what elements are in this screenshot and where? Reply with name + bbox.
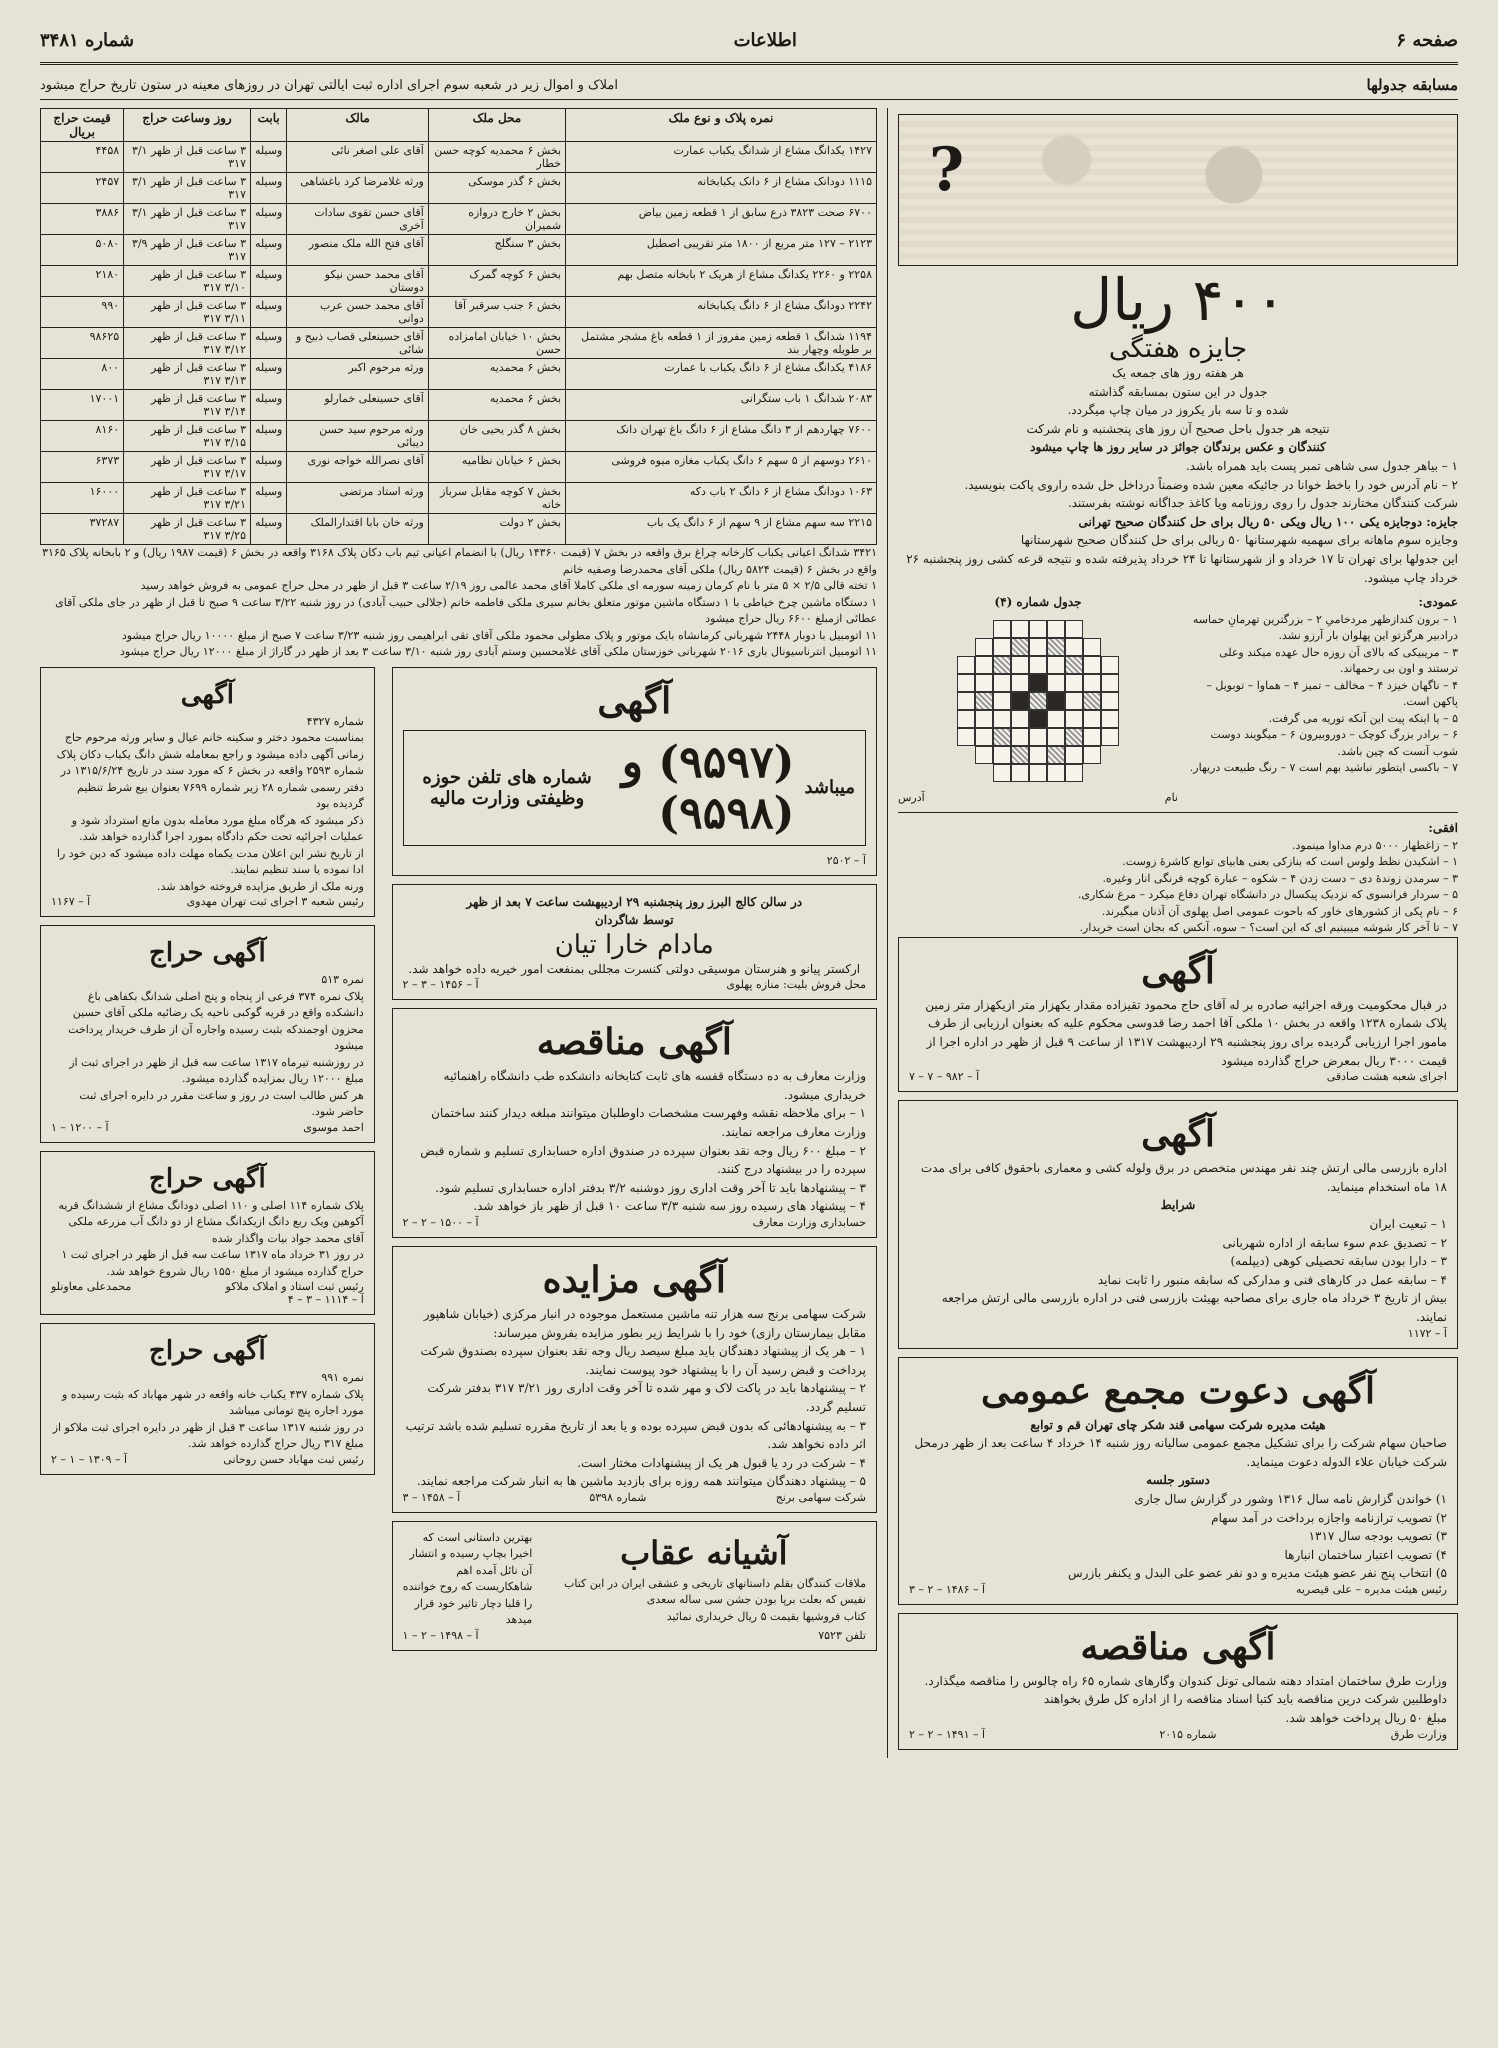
table-cell: ورثه مرحوم اکبر: [287, 359, 428, 390]
meeting-agenda-item: ۴) تصویب اعتبار ساختمان انبارها: [1284, 1547, 1447, 1562]
table-cell: ۷۶۰۰ چهاردهم از ۳ دانگ مشاع از ۶ دانگ باغ تهران دانک: [566, 421, 877, 452]
auction-note: ۳۴۲۱ شدانگ اعیانی یکباب کارخانه چراغ برق واقعه در بخش ۷ (قیمت ۱۴۳۶۰ ریال) با انضمام اعیانی تیم باب دکان پلاک ۳۱۶۸ واقعه در بخش ۶ (قیمت ۱۹۸۷ ریال) و ۲ بابخانه پلاک ۳۱۶۵ واقع در بخش ۶ (قیمت ۵۸۲۴ ریال) ملکی آقای محمدرضا وصفیه خانم: [42, 546, 877, 576]
tender1-title: آگهی مناقصه: [536, 1021, 732, 1064]
puzzle-section-title: مسابقه جدولها: [1366, 76, 1458, 94]
table-cell: ۳ ساعت قبل از ظهر ۳/۲۵ ۳۱۷: [124, 514, 251, 545]
table-row: [41, 483, 877, 514]
table-cell: ۸۱۶۰: [41, 421, 124, 452]
auction-mid-line: پلاک نمره ۳۷۴ فرعی از پنجاه و پنج اصلی شدانگ بکفاهی باغ دانشکده واقع در قریه گوکبی ناحیه یک رضائیه ملکی آقای حسین محزون اوجمندکه بثبت رسیده واجاره آن از طرف خریدار پرداخت میشود: [68, 989, 364, 1052]
notice-mid-title: آگهی: [180, 679, 235, 710]
table-cell: بخش ۶ کوچه گمرک: [428, 266, 565, 297]
table-cell: بخش ۶ خیابان نظامیه: [428, 452, 565, 483]
auction-note: ۱۱ اتومبیل انترناسیونال باری ۲۰۱۶ شهربانی خوزستان ملکی آقای غلامحسین وستم آبادی روز شنبه ۳/۱۰ ساعت ۳ بعد از ظهر در گاراژ از مبلغ ۱۲۰۰۰ ریال حراج میشود: [119, 645, 877, 658]
auction-mid-line: در روزشنبه تیرماه ۱۳۱۷ ساعت سه قبل از ظهر در اجرای ثبت از مبلغ ۱۲۰۰۰ ریال بمزایده گذارده میشود.: [69, 1055, 364, 1085]
table-cell: ۳ ساعت قبل از ظهر ۳/۲۱ ۳۱۷: [124, 483, 251, 514]
notice-right: [898, 937, 1458, 1092]
contest-line3: شده و تا سه بار یکروز در میان چاپ میگردد.: [1067, 403, 1289, 418]
table-header: روز وساعت حراج: [124, 109, 251, 142]
auction-mid2-signature: رئیس ثبت استاد و املاک ملاکو: [225, 1280, 364, 1293]
notice-mid-line: از تاریخ نشر این اعلان مدت یکماه مهلت داده میشود که دین خود را ادا نموده یا سند تنظیم نمایند.: [56, 846, 364, 876]
table-cell: ۲۱۸۰: [41, 266, 124, 297]
contest-line4: نتیجه هر جدول باحل صحیح آن روز های پنجشنبه و نام شرکت: [1026, 421, 1330, 436]
table-cell: ۳۸۸۶: [41, 204, 124, 235]
table-cell: ۱۶۰۰۰: [41, 483, 124, 514]
auction-heading: املاک و اموال زیر در شعبه سوم اجرای اداره ثبت ایالتی تهران در روزهای معینه در ستون تاریخ حراج میشود: [40, 77, 618, 93]
table-cell: وسیله: [250, 204, 286, 235]
auction-mid2-title: آگهی حراج: [149, 1163, 266, 1194]
table-cell: ۲۰۸۳ شدانگ ۱ باب ستگرانی: [566, 390, 877, 421]
table-cell: ۹۹۰: [41, 297, 124, 328]
table-header: قیمت حراج بریال: [41, 109, 124, 142]
telephone-code: آ – ۲۵۰۲: [826, 853, 866, 867]
concert-name: مادام خارا تیان: [554, 929, 714, 960]
table-row: [41, 514, 877, 545]
table-cell: وسیله: [250, 421, 286, 452]
table-cell: آقای حسینعلی خمارلو: [287, 390, 428, 421]
auction-line: ۴ – شرکت در رد یا قبول هر یک از پیشنهادات مختار است.: [577, 1455, 866, 1470]
table-cell: بخش ۶ گذر موسکی: [428, 173, 565, 204]
meeting-signature: رئیس هیئت مدیره – علی قیصریه: [1295, 1582, 1447, 1596]
hiring-code: آ – ۱۱۷۲: [1407, 1326, 1447, 1340]
auction-mid-ref: نمره ۵۱۳: [321, 973, 364, 986]
meeting-subtitle: هیئت مدیره شرکت سهامی قند شکر چای تهران قم و توابع: [1030, 1417, 1326, 1432]
auction-line: ۱ – هر یک از پیشنهاد دهندگان باید مبلغ سیصد ریال وجه نقد بعنوان سپرده بصندوق شرکت پرداخت و قبض رسید آن را با پیشنهاد خود پیوست نمایند.: [420, 1344, 866, 1377]
table-cell: ۱۴۲۷ یکدانگ مشاع از شدانگ یکباب عمارت: [566, 142, 877, 173]
table-cell: بخش ۸ گذر یحیی خان: [428, 421, 565, 452]
horizontal-clues-label: افقی:: [1428, 821, 1458, 836]
horizontal-clue: ۱ – اشکیدن نظط ولوس است که بنازکی بعنی هابیای توابع کاشرهٔ زوست.: [1122, 855, 1458, 869]
book-line2: کتاب فروشیها بقیمت ۵ ریال خریداری نمائید: [666, 1609, 866, 1623]
table-cell: بخش ۳ سنگلج: [428, 235, 565, 266]
contest-answer-3: شرکت کنندگان مختارند جدول را روی روزنامه ویا کاغذ جداگانه نوشته بفرستند.: [1067, 496, 1458, 511]
table-cell: آقای فتح الله ملک منصور: [287, 235, 428, 266]
notice-right-title: آگهی: [1141, 949, 1215, 992]
vertical-clue: ۷ – باکسی ایتطور نباشید بهم است ۷ – رنگ طبیعت دریهار.: [1189, 761, 1458, 775]
table-cell: وسیله: [250, 297, 286, 328]
book-side: بهترین داستانی است که اخیرا بچاپ رسیده و انتشار آن نائل آمده اهم شاهکاریست که روح خواننده را قلبا دچار تاثیر خود قرار میدهد: [402, 1530, 533, 1627]
issue-number: شماره ۳۴۸۱: [40, 29, 135, 51]
concert-place: محل فروش بلیت: منازه پهلوی: [726, 978, 866, 992]
notice-mid: [40, 667, 375, 918]
masthead: [40, 18, 1458, 65]
tender1-line: ۴ – پیشنهاد های رسیده روز سه شنبه ۳/۳ ساعت ۱۰ قبل از ظهر باز خواهد شد.: [473, 1199, 866, 1214]
notice-mid-code: آ – ۱۱۶۷: [51, 895, 91, 908]
table-cell: ۳ ساعت قبل از ظهر ۳/۱ ۳۱۷: [124, 142, 251, 173]
meeting-agenda-item: ۲) تصویب ترازنامه واجازه برداخت در آمد سهام: [1211, 1510, 1447, 1525]
auction-mid2-code: آ – ۱۱۱۴ – ۳ – ۴: [287, 1293, 364, 1306]
auction-signature: شرکت سهامی برنج: [775, 1490, 866, 1504]
table-header: محل ملک: [428, 109, 565, 142]
table-cell: ۲۴۵۷: [41, 173, 124, 204]
left-column: [40, 108, 877, 1758]
table-cell: ۲۱۲۳ – ۱۲۷ متر مربع از ۱۸۰۰ متر تقریبی اصطبل: [566, 235, 877, 266]
auction-note: ۱ دستگاه ماشین چرخ خیاطی با ۱ دستگاه ماشین موتور متعلق بخانم سیری ملکی فاطمه خانم (جلالی حبیب آبادی) در روز شنبه ۳/۲۲ ساعت ۹ صبح تا قبل از ظهر در جای ملکی آقای عطائی ازمبلغ ۶۶۰۰ ریال حراج میشود: [55, 595, 877, 625]
table-row: [41, 452, 877, 483]
table-cell: ۴۱۸۶ یکدانگ مشاع از ۶ دانگ یکباب با عمارت: [566, 359, 877, 390]
tender1-signature: حسابداری وزارت معارف: [752, 1216, 866, 1230]
table-row: [41, 390, 877, 421]
table-cell: آقای محمد حسن عرب دوانی: [287, 297, 428, 328]
table-cell: ۶۳۷۳: [41, 452, 124, 483]
table-cell: بخش ۱۰ خیابان امامزاده حسن: [428, 328, 565, 359]
table-cell: ۹۸۶۲۵: [41, 328, 124, 359]
table-cell: وسیله: [250, 390, 286, 421]
auction-table: [40, 108, 877, 545]
table-cell: ۳ ساعت قبل از ظهر ۳/۱۳ ۳۱۷: [124, 359, 251, 390]
notice-mid-line: بمناسبت محمود دختر و سکینه خانم عیال و سایر ورثه مرحوم حاج زمانی آگهی داده میشود و راجع بمعامله شش دانگ یکباب دکان پلاک شماره ۲۵۹۳ واقعه در بخش ۶ که مورد سند در تاریخ ۱۳۱۵/۶/۲۴ در دفتر رسمی شماره ۲۸ زیر شماره ۷۶۹۹ بعنوان بیع شرط تنظیم گردیده بود: [56, 731, 364, 810]
name-label: نام: [1164, 790, 1178, 804]
concert-line3: ارکستر پیانو و هنرستان موسیقی دولتی کنسرت مجللی بمنفعت امور خیریه داده خواهد شد.: [408, 961, 861, 976]
table-cell: ۳ ساعت قبل از ظهر ۳/۱۲ ۳۱۷: [124, 328, 251, 359]
notice-mid-line: ورنه ملک از طریق مزایده فروخته خواهد شد.: [157, 879, 364, 893]
book-title: آشیانه عقاب: [620, 1533, 788, 1572]
tender2-text-3: مبلغ ۵۰ ریال پرداخت خواهد شد.: [1285, 1711, 1447, 1726]
table-cell: آقای نصرالله خواجه نوری: [287, 452, 428, 483]
table-cell: ورثه غلامرضا کرد باغشاهی: [287, 173, 428, 204]
auction-mid3-line: در روز شنبه ۱۳۱۷ ساعت ۳ قبل از ظهر در دایره اجرای ثبت ملاکو از مبلغ ۳۱۷ ریال حراج گذارده خواهد شد.: [52, 1420, 364, 1450]
vertical-clue: ۳ – مریبیکی که بالای آن روزه حال عهده میکند وعلی ترستند و اون بی رحمهاند.: [1219, 645, 1458, 676]
crossword-grid: [898, 620, 1178, 782]
horizontal-clue: ۶ – نام پکی از کشورهای خاور که باحوت عمومی اصل پهلوی آن آذنان میگیرند.: [1101, 904, 1458, 918]
auction-mid-line: هر کس طالب است در روز و ساعت مقرر در دایره اجرای ثبت حاضر شود.: [79, 1088, 364, 1118]
table-cell: وسیله: [250, 173, 286, 204]
contest-deadline: این جدولها برای تهران تا ۱۷ خرداد و از شهرستانها تا ۲۴ خرداد پذیرفته شده و نتیجه قرعه کشی روز پنجشنبه ۲۶ خرداد چاپ میشود.: [906, 551, 1458, 585]
auction-mid-2: [40, 1151, 375, 1316]
auction-mid-3: [40, 1323, 375, 1475]
meeting-agenda-item: ۱) خواندن گزارش نامه سال ۱۳۱۶ وشور در گزارش سال جاری: [1134, 1491, 1447, 1506]
auction-notice: [392, 1246, 877, 1513]
auction-mid-title: آگهی حراج: [149, 938, 266, 968]
telephone-right-text: شماره های تلفن حوزه وظیفتی وزارت مالیه: [422, 766, 592, 809]
meeting-agenda-item: ۳) تصویب بودجه سال ۱۳۱۷: [1308, 1529, 1447, 1544]
table-cell: ۳ ساعت قبل از ظهر ۳/۱۰ ۳۱۷: [124, 266, 251, 297]
table-row: [41, 359, 877, 390]
table-cell: ۱۰۶۳ دودانگ مشاع از ۶ دانگ ۲ باب دکه: [566, 483, 877, 514]
table-cell: وسیله: [250, 452, 286, 483]
book-line1: ملاقات کنندگان بقلم داستانهای تاریخی و عشقی ایران در این کتاب نفیس که بعلت برپا بودن جشن سی ساله سعدی: [564, 1576, 866, 1607]
contest-answer-1: ۱ – بیاهر جدول سی شاهی تمبر پست باید همراه باشد.: [1185, 458, 1458, 473]
subheader: [40, 71, 1458, 100]
contest-line1: هر هفته روز های جمعه یک: [1112, 366, 1244, 380]
horizontal-clue: ۲ – زاغطهار ۵۰۰۰ درم مداوا مینمود.: [1291, 838, 1458, 852]
puzzle-number: جدول شماره (۴): [994, 595, 1082, 610]
hiring-condition: ۳ – دارا بودن سابقه تحصیلی کوهی (دیپلمه): [1230, 1254, 1447, 1269]
hiring-conditions-label: شرایط: [1160, 1198, 1196, 1213]
hiring-condition: ۲ – تصدیق عدم سوء سابقه از اداره شهربانی: [1222, 1235, 1447, 1250]
book-code: آ – ۱۴۹۸ – ۲ – ۱: [402, 1628, 479, 1642]
contest-illustration: [898, 114, 1458, 266]
hiring-condition: ۴ – سابقه عمل در کارهای فنی و مدارکی که سابقه منبور را ثابت نماید: [1097, 1272, 1447, 1287]
auction-code: آ – ۱۴۵۸ – ۳: [402, 1490, 461, 1504]
auction-note: ۱۱ اتومبیل با دوبار ۲۴۴۸ شهربانی کرمانشاه بایک موتور و پلاک مطولی محمود ملکی آقای تقی ابراهیمی روز شنبه ۳/۲۳ ساعت ۷ صبح از مبلغ ۱۰۰۰۰ ریال حراج میشود: [121, 628, 877, 642]
notice-right-text: در قبال محکومیت ورقه اجرائیه صادره بر له آقای حاج محمود تقیزاده مقدار یکهزار متر ازیکهزار متر زمین پلاک شماره ۱۲۳۸ واقعه در بخش ۱۰ ملکی آقا احمد رضا قدوسی محکوم علیه که بعنوان ارزیابی از طرف مامور اجرا ارزیابی گردیده برای روز پنجشنبه ۲۹ اردیبهشت ۱۳۱۷ از ساعت ۹ قبل از ظهر در اداره اجرا از قیمت ۳۰۰۰ ریال بمعرض حراج گذارده میشود: [925, 997, 1447, 1068]
tender1-line: ۱ – برای ملاحظه نقشه وفهرست مشخصات داوطلبان میتوانند مبلغه دیدار کنند ساختمان وزارت معارف مراجعه نمایند.: [431, 1106, 866, 1140]
table-header: نمره پلاک و نوع ملک: [566, 109, 877, 142]
table-cell: ورثه مرحوم سید حسن دیبائی: [287, 421, 428, 452]
auction-mid-code: آ – ۱۲۰۰ – ۱: [51, 1120, 109, 1134]
meeting-intro: صاحبان سهام شرکت را برای تشکیل مجمع عمومی سالیانه روز شنبه ۱۴ خرداد ۴ ساعت بعد از ظهر درمحل شرکت خیابان علاء الدوله دعوت مینماید.: [914, 1436, 1447, 1469]
question-mark-icon: ?: [929, 135, 965, 205]
vertical-clue: ۱ – برون کندازظهر مردخامیِ ۲ – بزرگترین تهرمانِ حماسه درادبیر هرگزتو این پهلوان بار آرزو نشد.: [1192, 612, 1458, 643]
table-cell: ۲۶۱۰ دوسهم از ۵ سهم ۶ دانگ یکباب مغازه میوه فروشی: [566, 452, 877, 483]
book-ad: [392, 1521, 877, 1651]
table-row: [41, 421, 877, 452]
tender-notice-2: [898, 1613, 1458, 1750]
notice-mid-ref: شماره ۴۳۲۷: [306, 714, 364, 728]
table-cell: ۸۰۰: [41, 359, 124, 390]
tender1-line: وزارت معارف به ده دستگاه قفسه های ثابت کتابخانه دانشکده طب دانشگاه راهنمائیه خریداری میشود.: [443, 1069, 866, 1102]
meeting-code: آ – ۱۴۸۶ – ۲ – ۳: [909, 1582, 986, 1596]
tender-notice-1: [392, 1008, 877, 1238]
book-phone: تلفن ۷۵۲۳: [818, 1628, 866, 1642]
horizontal-clue: ۳ – سرمدن زوندهٔ دی – دست زدن ۴ – شکوه – عبارة کوچه فرنگی انار وغیره.: [1102, 871, 1458, 885]
auction-mid2-line: پلاک شماره ۱۱۴ اصلی و ۱۱۰ اصلی دودانگ مشاع از ششدانگ قریه آکوهین ویک ربع دانگ ازیکدانگ مشاع از دو دانگ آب مزرعه ملکی آقای محمد جواد بیات واگذار شده: [58, 1198, 364, 1245]
table-cell: ۲۲۱۵ سه سهم مشاع از ۹ سهم از ۶ دانگ یک باب: [566, 514, 877, 545]
auction-mid3-title: آگهی حراج: [149, 1336, 266, 1366]
table-cell: ۱۱۹۴ شدانگ ۱ قطعه زمین مفروز از ۱ قطعه باغ مشجر مشتمل بر طویله وچهار بند: [566, 328, 877, 359]
vertical-clue: ۶ – برادر بزرگ کوچک – دوروبیرون ۶ – میگویند دوست شوب آنست که چین باشد.: [1210, 728, 1458, 758]
table-header: بابت: [250, 109, 286, 142]
table-cell: ۲۲۵۸ و ۲۲۶۰ یکدانگ مشاع از هریک ۲ بابخانه متصل بهم: [566, 266, 877, 297]
hiring-title: آگهی: [1141, 1113, 1215, 1156]
table-cell: ورثه خان بابا اقتدارالملک: [287, 514, 428, 545]
auction-mid3-ref: نمره ۹۹۱: [321, 1371, 364, 1384]
table-cell: ۶۷۰۰ صحت ۳۸۲۳ ذرع سابق از ۱ قطعه زمین بیاض: [566, 204, 877, 235]
table-cell: ۳ ساعت قبل از ظهر ۳/۱۵ ۳۱۷: [124, 421, 251, 452]
tender2-title: آگهی مناقصه: [1080, 1625, 1276, 1668]
vertical-clue: ۴ – ناگهان خیزد ۴ – مخالف – تمیز ۴ – هماوا – توبویل – پاکهن است.: [1206, 678, 1458, 709]
notice-mid-line: ذکر میشود که هرگاه مبلغ مورد معامله بدون مانع استرداد شود و عملیات اجرائیه تحت حکم دادگاه بمورد اجرا گذارده خواهد شد.: [71, 813, 364, 843]
concert-line2: توسط شاگردان: [594, 913, 674, 928]
table-cell: بخش ۶ جنب سرقبر آقا: [428, 297, 565, 328]
table-cell: بخش ۶ محمدیه: [428, 359, 565, 390]
auction-mid: [40, 925, 375, 1143]
table-row: [41, 173, 877, 204]
table-cell: ۱۱۱۵ دودانک مشاع از ۶ دانک یکبابخانه: [566, 173, 877, 204]
concert-notice: [392, 884, 877, 1001]
table-cell: وسیله: [250, 266, 286, 297]
vertical-clues-label: عمودی:: [1418, 595, 1458, 610]
hiring-notice: [898, 1100, 1458, 1348]
tender2-text: وزارت طرق ساختمان امتداد دهنه شمالی تونل کندوان وگارهای شماره ۶۵ راه چالوس را مناقصه میگذارد.: [924, 1673, 1447, 1688]
auction-line: ۲ – پیشنهادها باید در پاکت لاک و مهر شده تا آخر وقت اداری روز ۳/۲۱ ۳۱۷ بدفتر شرکت تسلیم گردد.: [427, 1381, 866, 1414]
table-cell: ۳ ساعت قبل از ظهر ۳/۱۴ ۳۱۷: [124, 390, 251, 421]
contest-prize-text-2: وجایزه سوم ماهانه برای سهمیه شهرستانها ۵۰ ریالی برای حل کنندگان صحیح شهرستانها: [1020, 533, 1458, 548]
table-cell: آقای حسینعلی قصاب ذبیح و شائی: [287, 328, 428, 359]
table-cell: وسیله: [250, 235, 286, 266]
table-cell: ورثه استاد مرتضی: [287, 483, 428, 514]
notice-right-code: آ – ۹۸۲ – ۷ – ۷: [909, 1070, 980, 1084]
auction-note: ۱ تخته قالی ۲/۵ × ۵ متر با نام کرمان زمینه سورمه ای ملکی کاملا آقای محمد عالمی روز ۲/۱۹ ساعت ۳ قبل از ظهر در محل حراج عمومی به فروش خواهد رسید: [140, 579, 877, 592]
table-cell: بخش ۷ کوچه مقابل سرباز خانه: [428, 483, 565, 514]
meeting-title: آگهی دعوت مجمع عمومی: [980, 1369, 1375, 1412]
auction-mid-signature: احمد موسوی: [303, 1120, 364, 1134]
concert-code: آ – ۱۴۵۶ – ۳ – ۲: [402, 978, 479, 992]
table-cell: ۴۴۵۸: [41, 142, 124, 173]
auction-line: ۳ – به پیشنهادهائی که بدون قبض سپرده بوده و یا بعد از تاریخ مقرره تسلیم شده باشد ترتیب اثر داده نخواهد شد.: [405, 1418, 866, 1452]
meeting-notice: [898, 1357, 1458, 1605]
table-row: [41, 266, 877, 297]
auction-mid3-line: پلاک شماره ۴۳۷ یکباب خانه واقعه در شهر مهاباد که بثبت رسیده و مورد اجاره پنچ تومانی میباشد: [61, 1387, 364, 1417]
table-cell: وسیله: [250, 142, 286, 173]
meeting-agenda-label: دستور جلسه: [1146, 1473, 1210, 1488]
address-label: آدرس: [898, 790, 925, 804]
table-cell: ۳ ساعت قبل از ظهر ۳/۱ ۳۱۷: [124, 173, 251, 204]
table-cell: ۳ ساعت قبل از ظهر ۳/۱۷ ۳۱۷: [124, 452, 251, 483]
table-cell: ۳۷۲۸۷: [41, 514, 124, 545]
telephone-title: آگهی: [597, 679, 672, 722]
hiring-condition: ۱ – تبعیت ایران: [1369, 1216, 1447, 1231]
vertical-clue: ۵ – یا اینکه پیت این آنکه توریه می گرفت.: [1268, 711, 1458, 725]
contest-answer-2: ۲ – نام آدرس خود را باخط خوانا در جائیکه معین شده وضمناً درداخل حل شده راروی پاکت بنویسید.: [964, 477, 1458, 492]
table-cell: بخش ۶ محمدیه: [428, 390, 565, 421]
table-cell: ۳ ساعت قبل از ظهر ۳/۹ ۳۱۷: [124, 235, 251, 266]
table-cell: آقای علی اصغر نائی: [287, 142, 428, 173]
concert-line1: در سالن کالج البرز روز پنجشنبه ۲۹ اردیبهشت ساعت ۷ بعد از ظهر: [466, 894, 803, 909]
table-cell: ۱۷۰۰۱: [41, 390, 124, 421]
table-row: [41, 142, 877, 173]
page-number: صفحه ۶: [1396, 29, 1458, 51]
tender1-line: ۲ – مبلغ ۶۰۰ ریال وجه نقد بعنوان سپرده در صندوق اداره حسابداری تسلیم و شماره قبض سپرده را در بیشنهاد درج کنند.: [420, 1143, 866, 1177]
auction-line: شرکت سهامی برنج سه هزار تنه ماشین مستعمل موجوده در انبار مرکزی (خیابان شاهپور مقابل بیمارستان رازی) خود را با شرایط زیر بطور مزایده بفروش میرساند:: [423, 1307, 866, 1340]
tender2-signature: وزارت طرق: [1390, 1727, 1447, 1741]
tender2-code: آ – ۱۴۹۱ – ۲ – ۲: [909, 1727, 986, 1741]
table-cell: ۳ ساعت قبل از ظهر ۳/۱ ۳۱۷: [124, 204, 251, 235]
paper-name: اطلاعات: [733, 29, 797, 51]
auction-ref: شماره ۵۳۹۸: [589, 1490, 647, 1504]
meeting-agenda-item: ۵) انتخاب پنج نفر عضو هیئت مدیره و دو نفر عضو علی البدل و یکنفر بازرس: [1068, 1566, 1447, 1581]
contest-prize-label: جایزه هفتگی: [1108, 334, 1248, 364]
auction-title: آگهی مزایده: [542, 1259, 726, 1302]
table-cell: بخش ۶ محمدیه کوچه حسن خطار: [428, 142, 565, 173]
notice-right-signature: اجرای شعبه هشت صادقی: [1326, 1070, 1447, 1084]
notice-mid-signature: رئیس شعبه ۳ اجرای ثبت تهران مهدوی: [186, 895, 364, 908]
tender2-ref: شماره ۲۰۱۵: [1159, 1727, 1217, 1741]
contest-line5: کنندگان و عکس برندگان جوائز در سایر روز ها چاپ میشود: [1030, 440, 1326, 455]
contest-prize-text: جایزه: دوجایزه یکی ۱۰۰ ریال ویکی ۵۰ ریال برای حل کنندگان صحیح تهرانی: [1078, 514, 1458, 529]
horizontal-clue: ۵ – سردار فرانسوی که نزدیک پیکسال در دانشگاه تهران دفاع میکرد – مرغ شکاری.: [1077, 888, 1458, 902]
table-cell: وسیله: [250, 514, 286, 545]
auction-mid3-signature: رئیس ثبت مهاباد حسن روحانی: [223, 1452, 364, 1466]
auction-mid2-signature-2: محمدعلی معاونلو: [51, 1280, 132, 1293]
hiring-footer: بیش از تاریخ ۳ خرداد ماه جاری برای مصاحبه بهیئت بازرسی فنی در اداره بازرسی مالی ارتش مراجعه نمایند.: [941, 1291, 1447, 1324]
table-row: [41, 297, 877, 328]
table-cell: ۵۰۸۰: [41, 235, 124, 266]
auction-table-body: [41, 142, 877, 545]
table-cell: وسیله: [250, 359, 286, 390]
table-cell: ۲۲۴۲ دودانگ مشاع از ۶ دانگ یکبابخانه: [566, 297, 877, 328]
table-cell: بخش ۲ خارج دروازه شمیران: [428, 204, 565, 235]
table-header: مالک: [287, 109, 428, 142]
table-cell: آقای محمد حسن نیکو دوستان: [287, 266, 428, 297]
table-row: [41, 235, 877, 266]
tender2-text-2: داوطلبین شرکت درین مناقصه باید کتبا اسناد مناقصه را از اداره کل طرق بخواهند: [1043, 1692, 1447, 1707]
tender1-code: آ – ۱۵۰۰ – ۲ – ۲: [402, 1216, 479, 1230]
table-cell: ۳ ساعت قبل از ظهر ۳/۱۱ ۳۱۷: [124, 297, 251, 328]
tender1-line: ۳ – پیشنهادها باید تا آخر وقت اداری روز دوشنبه ۳/۲ بدفتر اداره حسابداری تسلیم شود.: [435, 1180, 866, 1195]
contest-prize: ۴۰۰ ریال: [1070, 266, 1286, 334]
table-cell: بخش ۲ دولت: [428, 514, 565, 545]
table-row: [41, 328, 877, 359]
table-cell: وسیله: [250, 328, 286, 359]
auction-mid2-line: در روز ۳۱ خرداد ماه ۱۳۱۷ ساعت سه قبل از ظهر در اجرای ثبت ۱ حراج گذارده میشود از مبلغ ۱۵۵۰ ریال شروع خواهد شد.: [61, 1248, 364, 1278]
horizontal-clue: ۷ – تا آخر کار شوشه میبینیم ای که این است؟ – سوه، آنکس که بجان است خریدار.: [1079, 921, 1458, 935]
auction-line: ۵ – پیشنهاد دهندگان میتوانند همه روزه برای بازدید ماشین ها به انبار شرکت مراجعه نمایند.: [416, 1474, 866, 1489]
contest-line2: جدول در این ستون بمسابقه گذاشته: [1088, 384, 1268, 399]
table-cell: آقای حسن تقوی سادات آخری: [287, 204, 428, 235]
right-column: [887, 108, 1458, 1758]
auction-mid3-code: آ – ۱۳۰۹ – ۱ – ۲: [51, 1452, 128, 1466]
telephone-numbers: (۹۵۹۷) و (۹۵۹۸): [621, 736, 795, 839]
telephone-left-text: میباشد: [804, 777, 855, 798]
hiring-text: اداره بازرسی مالی ارتش چند نفر مهندس متخصص در برق ولوله کشی و معماری باحقوق کافی برای مدت ۱۸ ماه استخدام مینماید.: [920, 1161, 1447, 1194]
telephone-notice: [392, 667, 877, 876]
table-row: [41, 204, 877, 235]
table-cell: وسیله: [250, 483, 286, 514]
